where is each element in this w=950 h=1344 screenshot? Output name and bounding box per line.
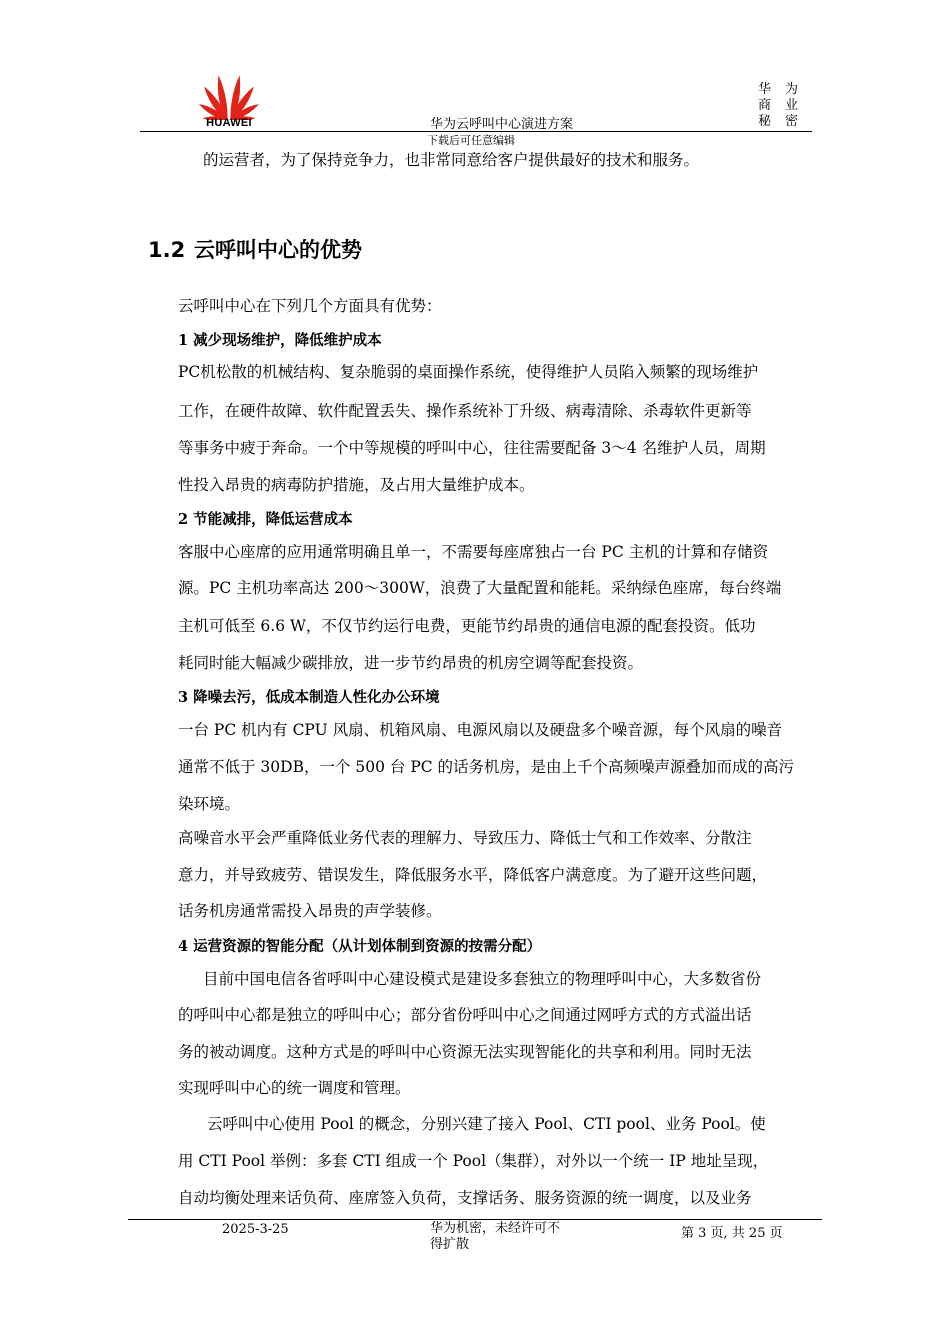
header-title: 华为云呼叫中心演进方案 xyxy=(430,117,574,132)
header-classification xyxy=(758,82,798,130)
item2-line: 主机可低至 6.6 W，不仅节约运行电费，更能节约昂贵的通信电源的配套投资。低功 xyxy=(178,617,756,635)
classification-line: 秘密 xyxy=(758,114,798,129)
classification-line: 华 为 xyxy=(758,82,798,97)
item2-line: 源。PC 主机功率高达 200～300W，浪费了大量配置和能耗。采纳绿色座席，每台终端 xyxy=(178,579,782,597)
item3-line: 意力，并导致疲劳、错误发生，降低服务水平，降低客户满意度。为了避开这些问题， xyxy=(178,866,768,884)
item4-line: 务的被动调度。这种方式是的呼叫中心资源无法实现智能化的共享和利用。同时无法 xyxy=(178,1043,752,1061)
item4-line: 云呼叫中心使用 Pool 的概念，分别兴建了接入 Pool、CTI pool、业务 Pool。使 xyxy=(207,1115,766,1133)
footer-date: 2025-3-25 xyxy=(222,1222,289,1237)
item1-title: 1 减少现场维护，降低维护成本 xyxy=(178,332,382,349)
section-title: 云呼叫中心的优势 xyxy=(194,238,362,262)
item3-title: 3 降噪去污，低成本制造人性化办公环境 xyxy=(178,689,440,706)
item4-line: 目前中国电信各省呼叫中心建设模式是建设多套独立的物理呼叫中心，大多数省份 xyxy=(203,970,762,988)
item3-line: 话务机房通常需投入昂贵的声学装修。 xyxy=(178,902,442,920)
item1-line: PC机松散的机械结构、复杂脆弱的桌面操作系统，使得维护人员陷入频繁的现场维护 xyxy=(178,363,759,381)
lead-paragraph: 云呼叫中心在下列几个方面具有优势： xyxy=(178,297,442,315)
item1-line: 性投入昂贵的病毒防护措施，及占用大量维护成本。 xyxy=(178,476,535,494)
section-heading xyxy=(148,234,362,264)
item4-line: 的呼叫中心都是独立的呼叫中心；部分省份呼叫中心之间通过网呼方式的方式溢出话 xyxy=(178,1006,752,1024)
item1-line: 工作，在硬件故障、软件配置丢失、操作系统补丁升级、病毒清除、杀毒软件更新等 xyxy=(178,402,752,420)
item3-line: 高噪音水平会严重降低业务代表的理解力、导致压力、降低士气和工作效率、分散注 xyxy=(178,829,752,847)
item4-line: 实现呼叫中心的统一调度和管理。 xyxy=(178,1079,411,1097)
item4-line: 用 CTI Pool 举例：多套 CTI 组成一个 Pool（集群），对外以一个统一 IP 地址呈现， xyxy=(178,1152,769,1170)
footer-confidential: 华为机密，未经许可不得扩散 xyxy=(430,1221,561,1252)
item2-line: 客服中心座席的应用通常明确且单一，不需要每座席独占一台 PC 主机的计算和存储资 xyxy=(178,543,769,561)
item4-title: 4 运营资源的智能分配（从计划体制到资源的按需分配） xyxy=(178,938,542,955)
item1-line: 等事务中疲于奔命。一个中等规模的呼叫中心，往往需要配备 3～4 名维护人员，周期 xyxy=(178,439,766,457)
header-note: 下载后可任意编辑 xyxy=(427,134,515,147)
logo-text: HUAWEI xyxy=(206,117,252,129)
classification-line: 商 业 xyxy=(758,98,798,113)
section-number: 1.2 xyxy=(148,238,186,262)
footer-divider xyxy=(128,1219,822,1220)
item2-title: 2 节能减排，降低运营成本 xyxy=(178,511,353,528)
item2-line: 耗同时能大幅减少碳排放，进一步节约昂贵的机房空调等配套投资。 xyxy=(178,654,644,672)
item4-line: 自动均衡处理来话负荷、座席签入负荷，支撑话务、服务资源的统一调度，以及业务 xyxy=(178,1189,752,1207)
item3-line: 一台 PC 机内有 CPU 风扇、机箱风扇、电源风扇以及硬盘多个噪音源，每个风扇的噪音 xyxy=(178,721,783,739)
item3-line: 通常不低于 30DB，一个 500 台 PC 的话务机房，是由上千个高频噪声源叠加而成的高污 xyxy=(178,758,795,776)
intro-line: 的运营者，为了保持竞争力，也非常同意给客户提供最好的技术和服务。 xyxy=(203,151,700,169)
item3-line: 染环境。 xyxy=(178,795,241,813)
footer-page-number: 第 3 页, 共 25 页 xyxy=(681,1226,783,1241)
